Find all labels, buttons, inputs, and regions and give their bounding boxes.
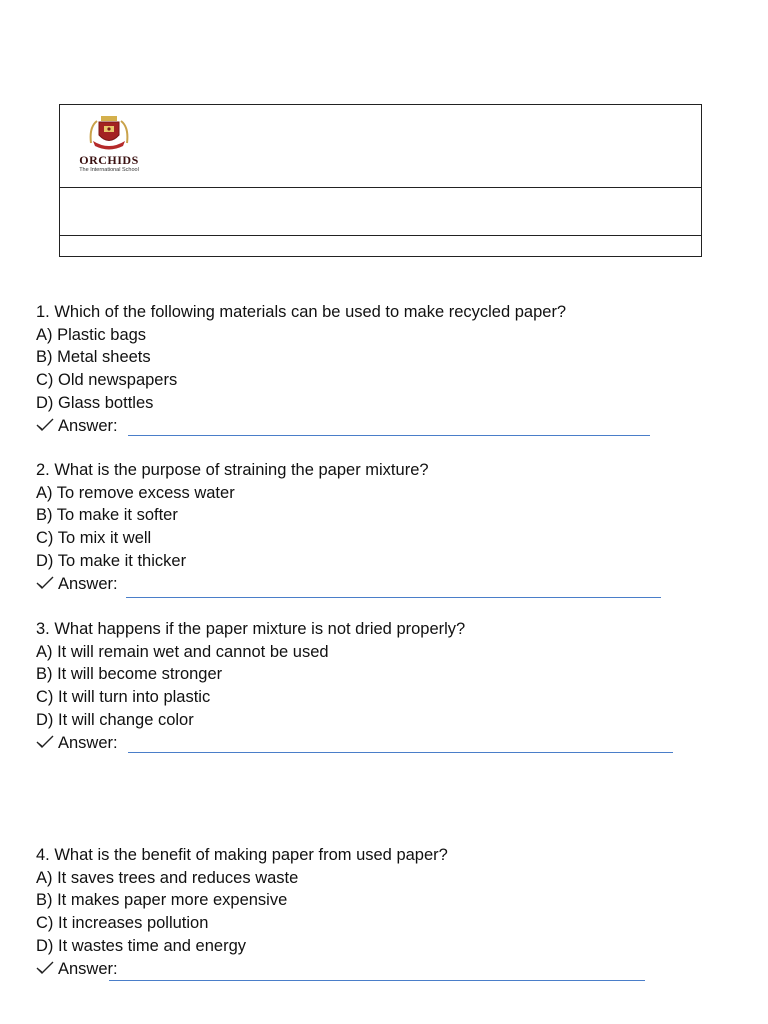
question-text: 4. What is the benefit of making paper from used paper? [36,846,448,864]
option-c: C) To mix it well [36,529,152,548]
answer-row [36,958,736,981]
question-text: 1. Which of the following materials can be used to make recycled paper? [36,303,567,321]
answer-row [36,732,736,755]
answer-blank[interactable] [126,597,661,598]
checkmark-icon [36,418,54,432]
answer-label: Answer: [58,574,118,593]
header-row-blank [60,187,701,236]
school-logo [73,113,145,179]
answer-row [36,573,736,596]
answer-blank[interactable] [109,980,645,981]
question-block [36,301,736,437]
option-b: B) It will become stronger [36,665,223,684]
option-d: D) It will change color [36,710,194,729]
header-table [59,104,702,257]
crest-icon [87,113,131,153]
option-a: A) It saves trees and reduces waste [36,868,299,887]
header-row-logo [60,105,701,188]
question-block [36,618,736,754]
question-block [36,459,736,595]
question-text: 3. What happens if the paper mixture is not dried properly? [36,620,466,638]
answer-blank[interactable] [128,752,673,753]
option-b: B) It makes paper more expensive [36,891,288,910]
answer-row [36,415,736,438]
option-a: A) Plastic bags [36,325,147,344]
checkmark-icon [36,961,54,975]
answer-label: Answer: [58,959,118,978]
option-d: D) It wastes time and energy [36,936,247,955]
question-text: 2. What is the purpose of straining the paper mixture? [36,461,429,479]
option-a: A) To remove excess water [36,483,235,502]
option-b: B) Metal sheets [36,348,151,367]
logo-wordmark: ORCHIDS [79,153,139,167]
answer-blank[interactable] [128,435,650,436]
answer-label: Answer: [58,416,118,435]
logo-tagline: The International School [79,167,139,173]
option-d: D) To make it thicker [36,551,187,570]
option-b: B) To make it softer [36,506,178,525]
checkmark-icon [36,735,54,749]
question-block [36,844,736,980]
option-c: C) It increases pollution [36,914,209,933]
option-d: D) Glass bottles [36,393,154,412]
option-c: C) Old newspapers [36,371,178,390]
option-c: C) It will turn into plastic [36,688,211,707]
checkmark-icon [36,576,54,590]
answer-label: Answer: [58,733,118,752]
option-a: A) It will remain wet and cannot be used [36,642,329,661]
